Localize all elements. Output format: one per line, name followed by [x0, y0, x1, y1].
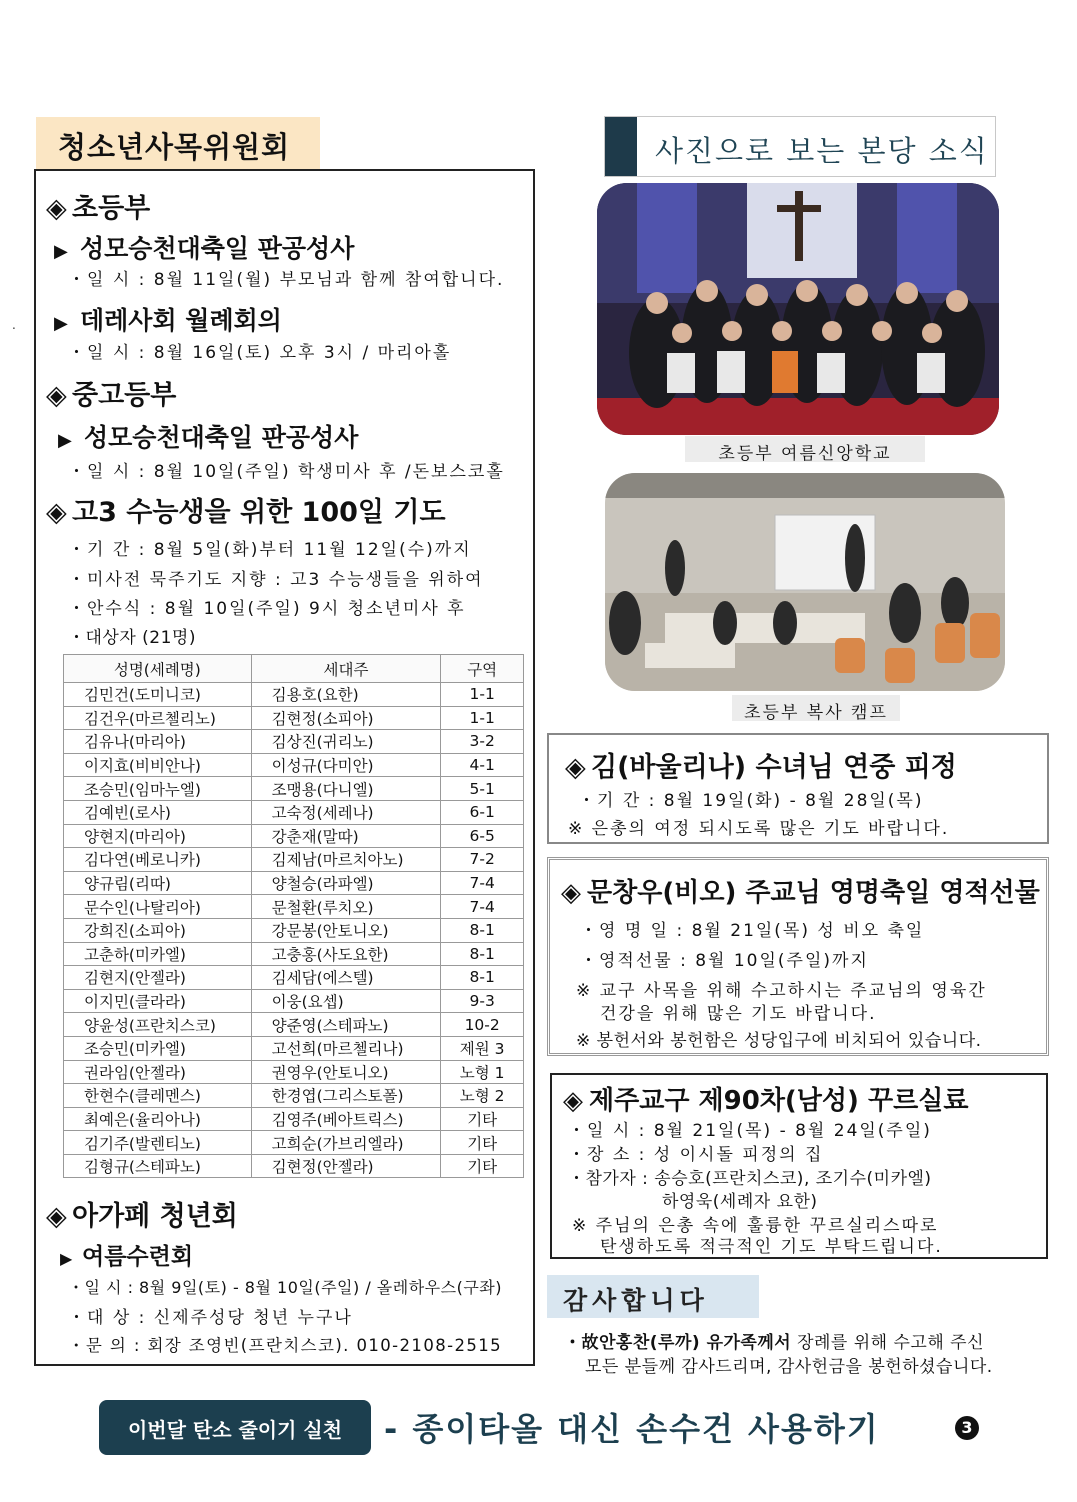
- photo-news-title: 사진으로 보는 본당 소식: [655, 134, 989, 168]
- table-row: [64, 871, 524, 895]
- cell-name: 양규림(리따): [64, 871, 252, 895]
- retreat-title: [565, 745, 957, 784]
- elementary-event2-line: ・일 시 : 8월 16일(토) 오후 3시 / 마리아홀: [68, 343, 452, 363]
- thanks-line2: 모든 분들께 감사드리며, 감사헌금을 봉헌하셨습니다.: [585, 1357, 993, 1377]
- cell-name: 김기주(발렌티노): [64, 1131, 252, 1155]
- elementary-event2-title: [54, 301, 282, 337]
- header-accent-bar: [605, 117, 637, 176]
- triangle-bullet-icon: ▶: [60, 1249, 73, 1268]
- agape-event-title: [60, 1238, 193, 1271]
- cell-householder: 권영우(안토니오): [251, 1060, 441, 1084]
- prayer-line-intention: ・미사전 묵주기도 지향 : 고3 수능생들을 위하여: [68, 570, 484, 590]
- cell-name: 조승민(미카엘): [64, 1036, 252, 1060]
- cell-name: 이지민(클라라): [64, 989, 252, 1013]
- cell-householder: 양철승(라파엘): [251, 871, 441, 895]
- table-row: [64, 706, 524, 730]
- cell-name: 김예빈(로사): [64, 800, 252, 824]
- spiritual-gift-title: [561, 872, 1040, 909]
- prayer-line-targets: ・대상자 (21명): [68, 628, 196, 648]
- summer-school-photo: [597, 183, 999, 435]
- cell-district: 1-1: [441, 683, 524, 707]
- middle-high-title-text: 중고등부: [72, 380, 177, 411]
- table-row: [64, 966, 524, 990]
- cell-name: 강희진(소피아): [64, 918, 252, 942]
- cell-district: 7-2: [441, 848, 524, 872]
- cell-name: 양윤성(프란치스코): [64, 1013, 252, 1037]
- altar-server-camp-photo: [605, 473, 1005, 691]
- cell-householder: 김현정(안젤라): [251, 1154, 441, 1178]
- thanks-line1-rest: 장례를 위해 수고해 주신: [791, 1333, 985, 1353]
- table-row: [64, 777, 524, 801]
- cell-district: 기타: [441, 1154, 524, 1178]
- agape-line-contact: ・문 의 : 회장 조영빈(프란치스코). 010-2108-2515: [68, 1336, 503, 1355]
- elementary-section-title: [46, 186, 150, 225]
- cell-name: 양현지(마리아): [64, 824, 252, 848]
- cell-name: 조승민(임마누엘): [64, 777, 252, 801]
- cell-householder: 고충홍(사도요한): [251, 942, 441, 966]
- gift-line-note1: ※ 교구 사목을 위해 수고하시는 주교님의 영육간: [576, 981, 987, 1001]
- gift-line-deadline: ・영적선물 : 8월 10일(주일)까지: [580, 951, 869, 971]
- carbon-reduction-text: - 종이타올 대신 손수건 사용하기: [384, 1410, 880, 1448]
- table-row: [64, 824, 524, 848]
- cell-district: 5-1: [441, 777, 524, 801]
- cursillo-line-date: ・일 시 : 8월 21일(목) - 8월 24일(주일): [568, 1121, 932, 1141]
- elementary-event1-line: ・일 시 : 8월 11일(월) 부모님과 함께 참여합니다.: [68, 270, 505, 290]
- elementary-event1-title: [54, 229, 354, 265]
- table-row: [64, 918, 524, 942]
- cell-district: 9-3: [441, 989, 524, 1013]
- table-row: [64, 989, 524, 1013]
- cell-district: 제원 3: [441, 1036, 524, 1060]
- table-row: [64, 683, 524, 707]
- cell-district: 노형 1: [441, 1060, 524, 1084]
- middle-high-event-title-text: 성모승천대축일 판공성사: [84, 423, 359, 452]
- prayer-target-table: [63, 654, 524, 1178]
- agape-line-target: ・대 상 : 신제주성당 청년 누구나: [68, 1308, 353, 1328]
- cell-district: 4-1: [441, 753, 524, 777]
- prayer-line-ceremony: ・안수식 : 8월 10일(주일) 9시 청소년미사 후: [68, 599, 466, 619]
- photo-news-header: [604, 116, 996, 177]
- diamond-icon: ◈: [46, 380, 67, 411]
- agape-section-title: [46, 1194, 238, 1233]
- agape-line-date: ・일 시 : 8월 9일(토) - 8월 10일(주일) / 올레하우스(구좌): [68, 1278, 502, 1297]
- cell-district: 8-1: [441, 942, 524, 966]
- table-header-row: [64, 655, 524, 683]
- cell-district: 기타: [441, 1107, 524, 1131]
- cell-householder: 이웅(요셉): [251, 989, 441, 1013]
- retreat-line-note: ※ 은총의 여정 되시도록 많은 기도 바랍니다.: [568, 819, 950, 839]
- column-header-name: 성명(세례명): [64, 655, 252, 683]
- table-row: [64, 730, 524, 754]
- cell-district: 10-2: [441, 1013, 524, 1037]
- cursillo-line-participants: ・참가자 : 송승호(프란치스코), 조기수(미카엘): [568, 1169, 932, 1189]
- triangle-bullet-icon: ▶: [54, 241, 68, 262]
- photo1-caption: 초등부 여름신앙학교: [685, 436, 925, 462]
- table-row: [64, 800, 524, 824]
- elementary-title-text: 초등부: [72, 193, 151, 224]
- thanks-line1: [564, 1328, 984, 1353]
- cell-district: 8-1: [441, 918, 524, 942]
- cell-householder: 양준영(스테파노): [251, 1013, 441, 1037]
- cell-householder: 김현정(소피아): [251, 706, 441, 730]
- cell-district: 7-4: [441, 895, 524, 919]
- cell-householder: 조맹용(다니엘): [251, 777, 441, 801]
- gift-line-note2: 건강을 위해 많은 기도 바랍니다.: [600, 1004, 877, 1024]
- agape-event-title-text: 여름수련회: [82, 1244, 194, 1270]
- youth-committee-header: 청소년사목위원회: [36, 117, 320, 169]
- cell-district: 노형 2: [441, 1084, 524, 1108]
- cell-householder: 김제남(마르치아노): [251, 848, 441, 872]
- cell-householder: 강춘재(말따): [251, 824, 441, 848]
- cell-name: 최예은(율리아나): [64, 1107, 252, 1131]
- prayer-title-text: 고3 수능생을 위한 100일 기도: [72, 497, 446, 528]
- table-row: [64, 1154, 524, 1178]
- thanks-header: 감사합니다: [547, 1275, 759, 1318]
- cursillo-line-note2: 탄생하도록 적극적인 기도 부탁드립니다.: [600, 1237, 943, 1257]
- cell-householder: 이성규(다미안): [251, 753, 441, 777]
- retreat-title-text: 김(바울리나) 수녀님 연중 피정: [591, 752, 957, 783]
- cell-name: 한현수(클레멘스): [64, 1084, 252, 1108]
- cell-name: 문수인(나탈리아): [64, 895, 252, 919]
- cell-name: 김민건(도미니코): [64, 683, 252, 707]
- cell-name: 김현지(안젤라): [64, 966, 252, 990]
- column-header-householder: 세대주: [251, 655, 441, 683]
- cursillo-title-text: 제주교구 제90차(남성) 꾸르실료: [589, 1086, 969, 1116]
- prayer-section-title: [46, 490, 446, 529]
- cell-householder: 김상진(귀리노): [251, 730, 441, 754]
- cursillo-line-place: ・장 소 : 성 이시돌 피정의 집: [568, 1145, 824, 1165]
- cell-name: 김다연(베로니카): [64, 848, 252, 872]
- column-header-district: 구역: [441, 655, 524, 683]
- middle-high-section-title: [46, 373, 176, 412]
- cell-householder: 문철환(루치오): [251, 895, 441, 919]
- thanks-family-name: ・故안홍찬(루까) 유가족께서: [564, 1333, 792, 1353]
- diamond-icon: ◈: [46, 1201, 67, 1232]
- cell-district: 6-5: [441, 824, 524, 848]
- gift-line-feast: ・영 명 일 : 8월 21일(목) 성 비오 축일: [580, 921, 925, 941]
- middle-high-event-line: ・일 시 : 8월 10일(주일) 학생미사 후 /돈보스코홀: [68, 462, 505, 482]
- retreat-line-period: ・기 간 : 8월 19일(화) - 8월 28일(목): [578, 791, 924, 811]
- table-row: [64, 848, 524, 872]
- table-row: [64, 1131, 524, 1155]
- cell-name: 권라임(안젤라): [64, 1060, 252, 1084]
- table-row: [64, 753, 524, 777]
- table-row: [64, 942, 524, 966]
- elementary-event2-title-text: 데레사회 월례회의: [80, 306, 282, 335]
- cell-householder: 한경엽(그리스토폴): [251, 1084, 441, 1108]
- cell-householder: 강문봉(안토니오): [251, 918, 441, 942]
- table-row: [64, 1084, 524, 1108]
- agape-title-text: 아가페 청년회: [72, 1201, 238, 1232]
- middle-high-event-title: [58, 418, 358, 454]
- table-row: [64, 1107, 524, 1131]
- cell-householder: 김영주(베아트릭스): [251, 1107, 441, 1131]
- prayer-line-period: ・기 간 : 8월 5일(화)부터 11월 12일(수)까지: [68, 540, 472, 560]
- cell-name: 김건우(마르첼리노): [64, 706, 252, 730]
- table-row: [64, 1013, 524, 1037]
- cursillo-line-note1: ※ 주님의 은총 속에 훌륭한 꾸르실리스따로: [572, 1216, 939, 1236]
- altar-server-camp-photo-graphic: [605, 473, 1005, 691]
- spiritual-gift-title-text: 문창우(비오) 주교님 영명축일 영적선물: [587, 878, 1040, 908]
- gift-line-note3: ※ 봉헌서와 봉헌함은 성당입구에 비치되어 있습니다.: [576, 1031, 982, 1051]
- cell-district: 7-4: [441, 871, 524, 895]
- cursillo-title: [563, 1080, 968, 1117]
- photo2-caption: 초등부 복사 캠프: [732, 695, 900, 721]
- cell-name: 이지효(비비안나): [64, 753, 252, 777]
- diamond-icon: ◈: [46, 193, 67, 224]
- carbon-reduction-badge: 이번달 탄소 줄이기 실천: [99, 1400, 371, 1455]
- table-row: [64, 1036, 524, 1060]
- cell-householder: 김세담(에스텔): [251, 966, 441, 990]
- cell-name: 김형규(스테파노): [64, 1154, 252, 1178]
- cell-district: 8-1: [441, 966, 524, 990]
- cell-district: 기타: [441, 1131, 524, 1155]
- cell-name: 김유나(마리아): [64, 730, 252, 754]
- cell-district: 3-2: [441, 730, 524, 754]
- cell-householder: 고선희(마르첼리나): [251, 1036, 441, 1060]
- diamond-icon: ◈: [46, 497, 67, 528]
- cell-householder: 고희순(가브리엘라): [251, 1131, 441, 1155]
- cell-householder: 김용호(요한): [251, 683, 441, 707]
- diamond-icon: ◈: [561, 878, 581, 908]
- cursillo-line-participants2: 하영욱(세례자 요한): [662, 1192, 818, 1212]
- triangle-bullet-icon: ▶: [58, 430, 72, 451]
- diamond-icon: ◈: [565, 752, 586, 783]
- cell-name: 고춘하(미카엘): [64, 942, 252, 966]
- triangle-bullet-icon: ▶: [54, 313, 68, 334]
- table-row: [64, 895, 524, 919]
- cell-district: 6-1: [441, 800, 524, 824]
- table-row: [64, 1060, 524, 1084]
- stray-dot: .: [12, 318, 16, 332]
- summer-school-photo-graphic: [597, 183, 999, 435]
- cell-householder: 고숙정(세레나): [251, 800, 441, 824]
- page-number: 3: [955, 1416, 979, 1440]
- diamond-icon: ◈: [563, 1086, 583, 1116]
- elementary-event1-title-text: 성모승천대축일 판공성사: [80, 234, 355, 263]
- cell-district: 1-1: [441, 706, 524, 730]
